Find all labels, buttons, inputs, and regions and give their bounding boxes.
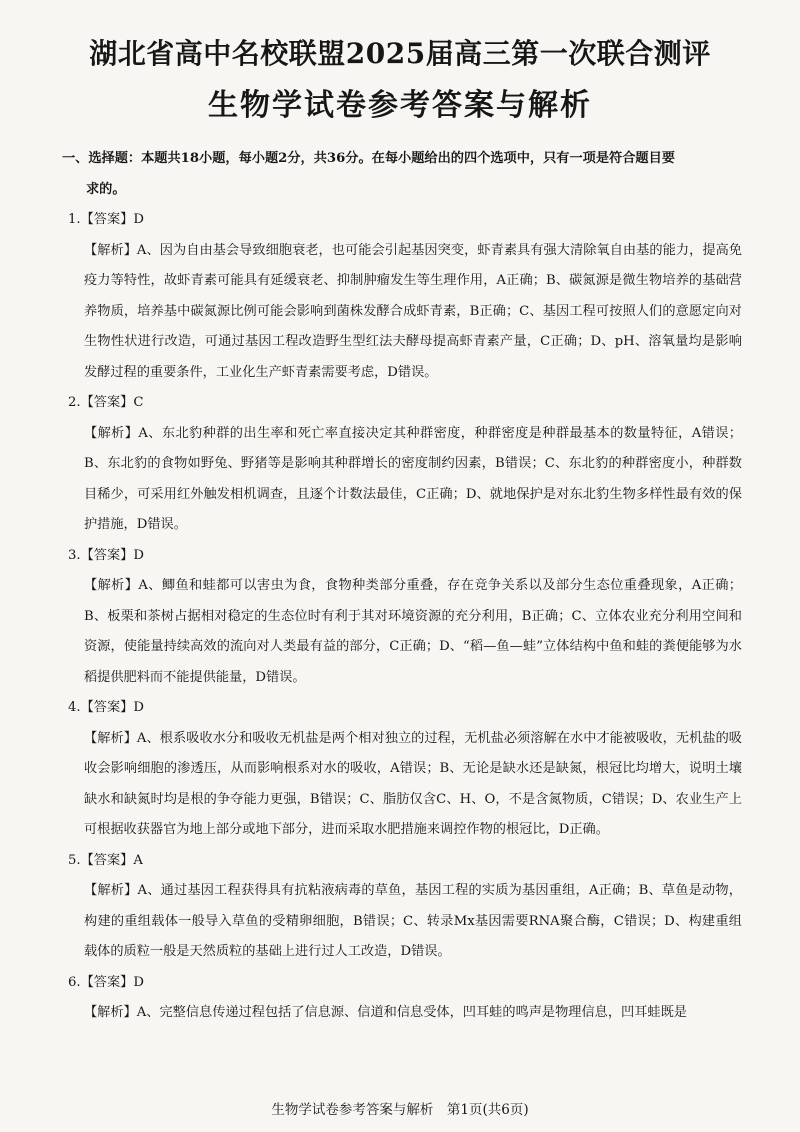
answer-label: 【答案】D xyxy=(80,700,144,715)
answer-label: 【答案】D xyxy=(80,547,144,563)
question-number: 2. xyxy=(68,395,81,410)
document-subtitle: 生物学试卷参考答案与解析 xyxy=(208,88,592,123)
question-number: 4. xyxy=(68,700,81,715)
question-number: 6. xyxy=(68,974,81,990)
question-1-answer xyxy=(62,205,742,236)
question-4-answer xyxy=(62,693,742,724)
question-number: 3. xyxy=(68,547,81,563)
question-5-answer xyxy=(62,846,742,877)
question-number: 1. xyxy=(68,212,81,227)
question-4-explanation: 【解析】A、根系吸收水分和吸收无机盐是两个相对独立的过程，无机盐必须溶解在水中才能被吸收，无机盐的吸收会影响细胞的渗透压，从而影响根系对水的吸收，A错误；B、无论是缺水还是缺氮，根冠比均增大，说明土壤缺水和缺氮时均是根的争夺能力更强，B错误；C、脂肪仅含C、H、O，不是含氮物质，C错误；D、农业生产上可根据收获器官为地上部分或地下部分，进而采取水肥措施来调控作物的根冠比，D正确。 xyxy=(84,730,742,837)
answer-label: 【答案】A xyxy=(80,852,143,868)
question-3-explanation: 【解析】A、鲫鱼和蛙都可以害虫为食，食物种类部分重叠，存在竞争关系以及部分生态位重叠现象，A正确；B、板栗和茶树占据相对稳定的生态位时有利于其对环境资源的充分利用，B正确；C、立体农业充分利用空间和资源，使能量持续高效的流向对人类最有益的部分，C正确；D、“稻—鱼—蛙”立体结构中鱼和蛙的粪便能够为水稻提供肥料而不能提供能量，D错误。 xyxy=(84,578,742,685)
question-6-answer xyxy=(62,968,742,999)
question-number: 5. xyxy=(68,852,81,868)
question-2-answer xyxy=(62,388,742,419)
document-body xyxy=(62,144,742,1029)
question-3-answer xyxy=(62,541,742,572)
question-2-explanation: 【解析】A、东北豹种群的出生率和死亡率直接决定其种群密度，种群密度是种群最基本的数量特征，A错误；B、东北豹的食物如野兔、野猪等是影响其种群增长的密度制约因素，B错误；C、东北豹的种群密度小，种群数目稀少，可采用红外触发相机调查，且逐个计数法最佳，C正确；D、就地保护是对东北豹生物多样性最有效的保护措施，D错误。 xyxy=(84,425,742,532)
section-heading xyxy=(62,144,742,205)
question-5-explanation: 【解析】A、通过基因工程获得具有抗粘液病毒的草鱼，基因工程的实质为基因重组，A正确；B、草鱼是动物，构建的重组载体一般导入草鱼的受精卵细胞，B错误；C、转录Mx基因需要RNA聚合酶，C错误；D、构建重组载体的质粒一般是天然质粒的基础上进行过人工改造，D错误。 xyxy=(84,883,742,959)
question-1-explanation: 【解析】A、因为自由基会导致细胞衰老，也可能会引起基因突变，虾青素具有强大清除氧自由基的能力，提高免疫力等特性，故虾青素可能具有延缓衰老、抑制肿瘤发生等生理作用，A正确；B、碳氮源是微生物培养的基础营养物质，培养基中碳氮源比例可能会影响到菌株发酵合成虾青素，B正确；C、基因工程可按照人们的意愿定向对生物性状进行改造，可通过基因工程改造野生型红法夫酵母提高虾青素产量，C正确；D、pH、溶氧量均是影响发酵过程的重要条件，工业化生产虾青素需要考虑，D错误。 xyxy=(84,242,742,380)
answer-label: 【答案】D xyxy=(80,212,144,227)
answer-label: 【答案】D xyxy=(80,974,144,990)
document-title: 湖北省高中名校联盟2025届高三第一次联合测评 xyxy=(89,37,711,70)
question-6-explanation: 【解析】A、完整信息传递过程包括了信息源、信道和信息受体，凹耳蛙的鸣声是物理信息，凹耳蛙既是 xyxy=(84,1005,687,1020)
section-heading-text: 一、选择题：本题共18小题，每小题2分，共36分。在每小题给出的四个选项中，只有一项是符合题目要 xyxy=(62,151,675,166)
answer-label: 【答案】C xyxy=(80,395,144,410)
section-heading-continuation: 求的。 xyxy=(86,181,126,197)
page-footer: 生物学试卷参考答案与解析 第1页(共6页) xyxy=(271,1102,529,1118)
